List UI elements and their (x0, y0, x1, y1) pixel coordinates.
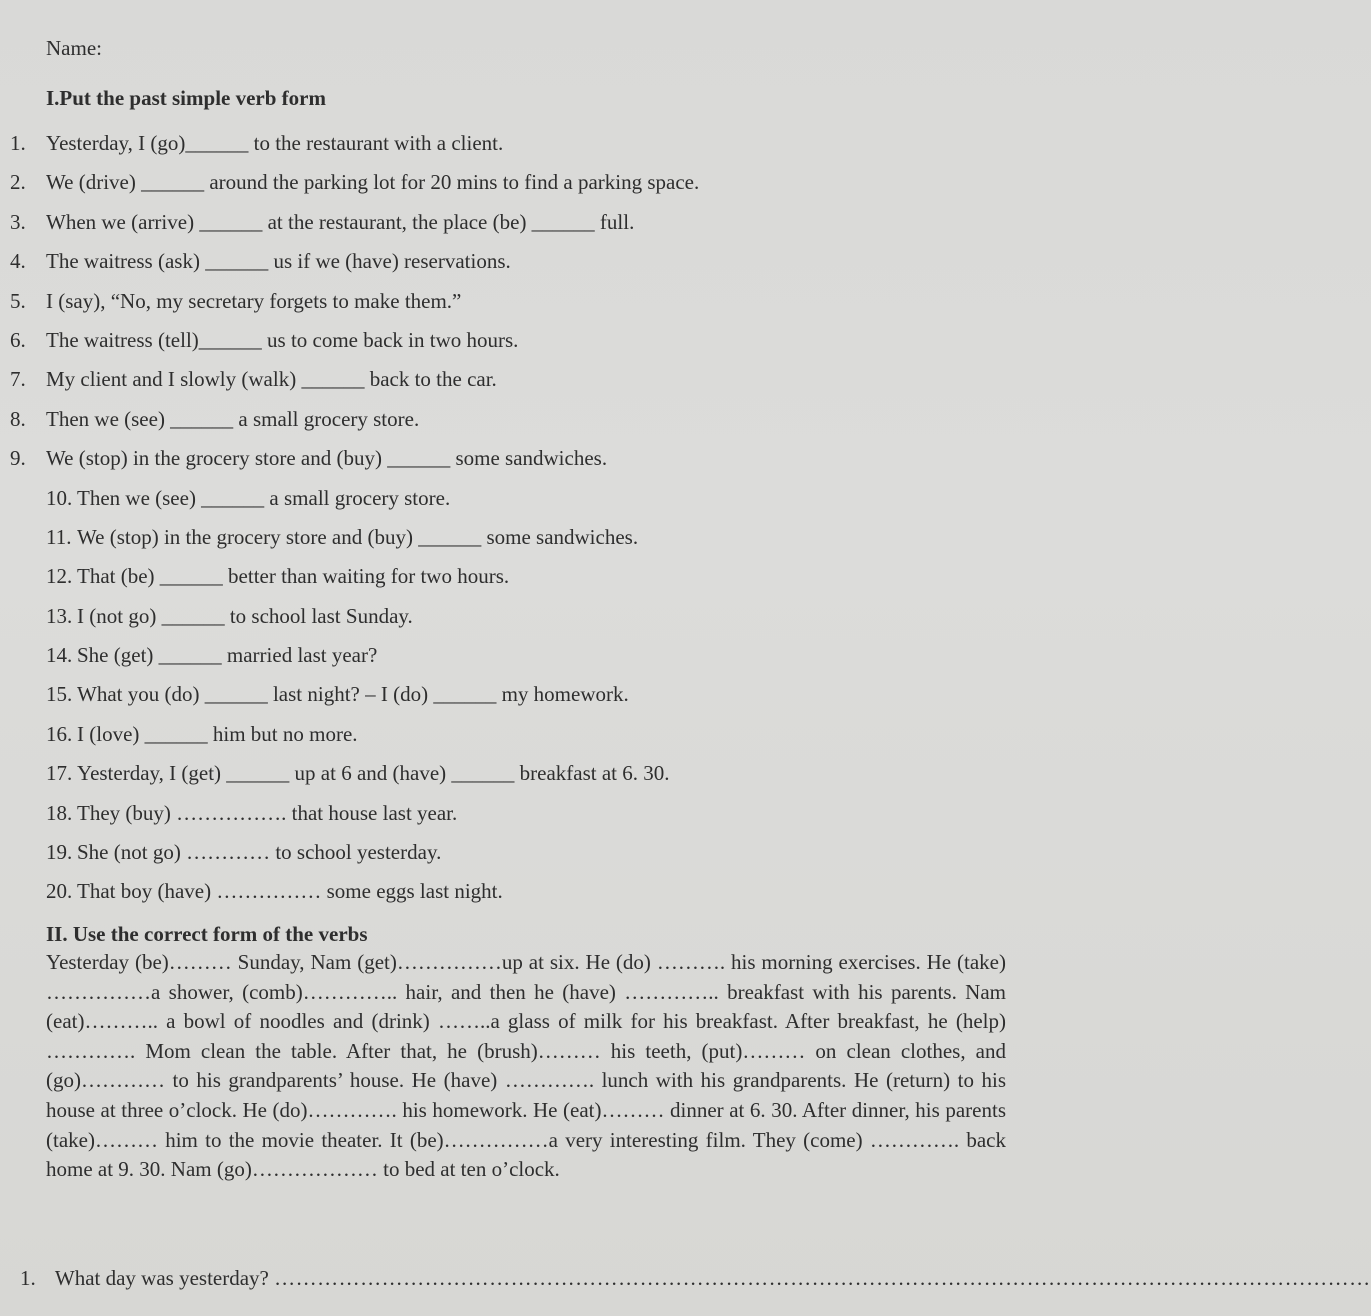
exercise-item (0, 483, 1000, 522)
section-1-heading: I.Put the past simple verb form (46, 86, 326, 110)
exercise-item (0, 325, 1000, 364)
question-item (20, 1266, 1371, 1291)
exercise-number: 17. (46, 761, 73, 786)
exercise-text: The waitress (tell)______ us to come back in two hours. (46, 327, 519, 352)
exercise-item (0, 758, 1000, 797)
section-2-paragraph: Yesterday (be)……… Sunday, Nam (get)……………up at six. He (do) ………. his morning exercises. He (take) ……………a shower, (comb)………….. hair, and then he (have) ………….. breakfast with his parents. Nam (eat)……….. a bowl of noodles and (drink) ……..a glass of milk for his breakfast. After breakfast, he (help) …………. Mom clean the table. After that, he (brush)……… his teeth, (put)……… on clean clothes, and (go)………… to his grandparents’ house. He (have) …………. lunch with his grandparents. He (return) to his house at three o’clock. He (do)…………. his homework. He (eat)……… dinner at 6. 30. After dinner, his parents (take)……… him to the movie theater. It (be)……………a very interesting film. They (come) …………. back home at 9. 30. Nam (go)……………… to bed at ten o’clock. (46, 950, 1006, 1182)
exercise-text: They (buy) ……………. that house last year. (77, 800, 458, 825)
exercise-number: 15. (46, 682, 73, 707)
exercise-item (0, 601, 1000, 640)
exercise-number: 16. (46, 721, 73, 746)
exercise-text: Yesterday, I (get) ______ up at 6 and (have) ______ breakfast at 6. 30. (77, 761, 670, 786)
exercise-item (0, 876, 1000, 915)
exercise-number: 10. (46, 485, 73, 510)
exercise-number: 13. (46, 603, 73, 628)
exercise-text: The waitress (ask) ______ us if we (have) reservations. (46, 249, 511, 274)
question-number: 1. (20, 1266, 36, 1290)
exercise-number: 8. (10, 406, 26, 431)
exercise-item (0, 246, 1000, 285)
exercise-item (0, 837, 1000, 876)
exercise-item (0, 443, 1000, 482)
exercise-item (0, 128, 1000, 167)
exercise-text: What you (do) ______ last night? – I (do) ______ my homework. (77, 682, 629, 707)
exercise-item (0, 561, 1000, 600)
exercise-number: 7. (10, 367, 26, 392)
exercise-text: Then we (see) ______ a small grocery store. (46, 406, 420, 431)
exercise-number: 1. (10, 131, 26, 155)
exercise-number: 18. (46, 800, 73, 825)
exercise-item (0, 167, 1000, 206)
section-2-heading: II. Use the correct form of the verbs (46, 922, 368, 946)
exercise-item (0, 404, 1000, 443)
exercise-item (0, 522, 1000, 561)
exercise-item (0, 640, 1000, 679)
exercise-text: She (get) ______ married last year? (77, 643, 378, 668)
exercise-number: 14. (46, 643, 73, 668)
exercise-text: Then we (see) ______ a small grocery store. (77, 485, 451, 510)
exercise-number: 9. (10, 446, 26, 471)
exercise-number: 3. (10, 209, 26, 234)
exercise-number: 6. (10, 327, 26, 352)
exercise-text: I (not go) ______ to school last Sunday. (77, 603, 413, 628)
exercise-number: 2. (10, 170, 26, 195)
exercise-text: We (stop) in the grocery store and (buy) ______ some sandwiches. (46, 446, 608, 471)
exercise-list (0, 128, 1000, 916)
exercise-item (0, 207, 1000, 246)
exercise-number: 4. (10, 249, 26, 274)
name-label: Name: (46, 36, 102, 60)
exercise-text: I (love) ______ him but no more. (77, 721, 358, 746)
exercise-number: 5. (10, 288, 26, 313)
exercise-number: 20. (46, 879, 73, 904)
exercise-number: 12. (46, 564, 73, 589)
exercise-item (0, 679, 1000, 718)
exercise-item (0, 364, 1000, 403)
exercise-text: My client and I slowly (walk) ______ back to the car. (46, 367, 497, 392)
exercise-text: Yesterday, I (go)______ to the restaurant with a client. (46, 131, 504, 155)
exercise-text: We (drive) ______ around the parking lot for 20 mins to find a parking space. (46, 170, 700, 195)
exercise-text: She (not go) ………… to school yesterday. (77, 840, 442, 865)
exercise-text: When we (arrive) ______ at the restaurant, the place (be) ______ full. (46, 209, 635, 234)
exercise-number: 11. (46, 524, 72, 549)
exercise-item (0, 719, 1000, 758)
exercise-item (0, 286, 1000, 325)
question-text: What day was yesterday? (54, 1266, 269, 1290)
exercise-text: I (say), “No, my secretary forgets to make them.” (46, 288, 462, 313)
exercise-text: That boy (have) …………… some eggs last night. (77, 879, 503, 904)
exercise-text: That (be) ______ better than waiting for two hours. (77, 564, 510, 589)
answer-line: ……………………………………………………………………………………………………………………………………… (274, 1266, 1371, 1290)
exercise-item (0, 798, 1000, 837)
exercise-number: 19. (46, 840, 73, 865)
exercise-text: We (stop) in the grocery store and (buy) ______ some sandwiches. (77, 524, 639, 549)
